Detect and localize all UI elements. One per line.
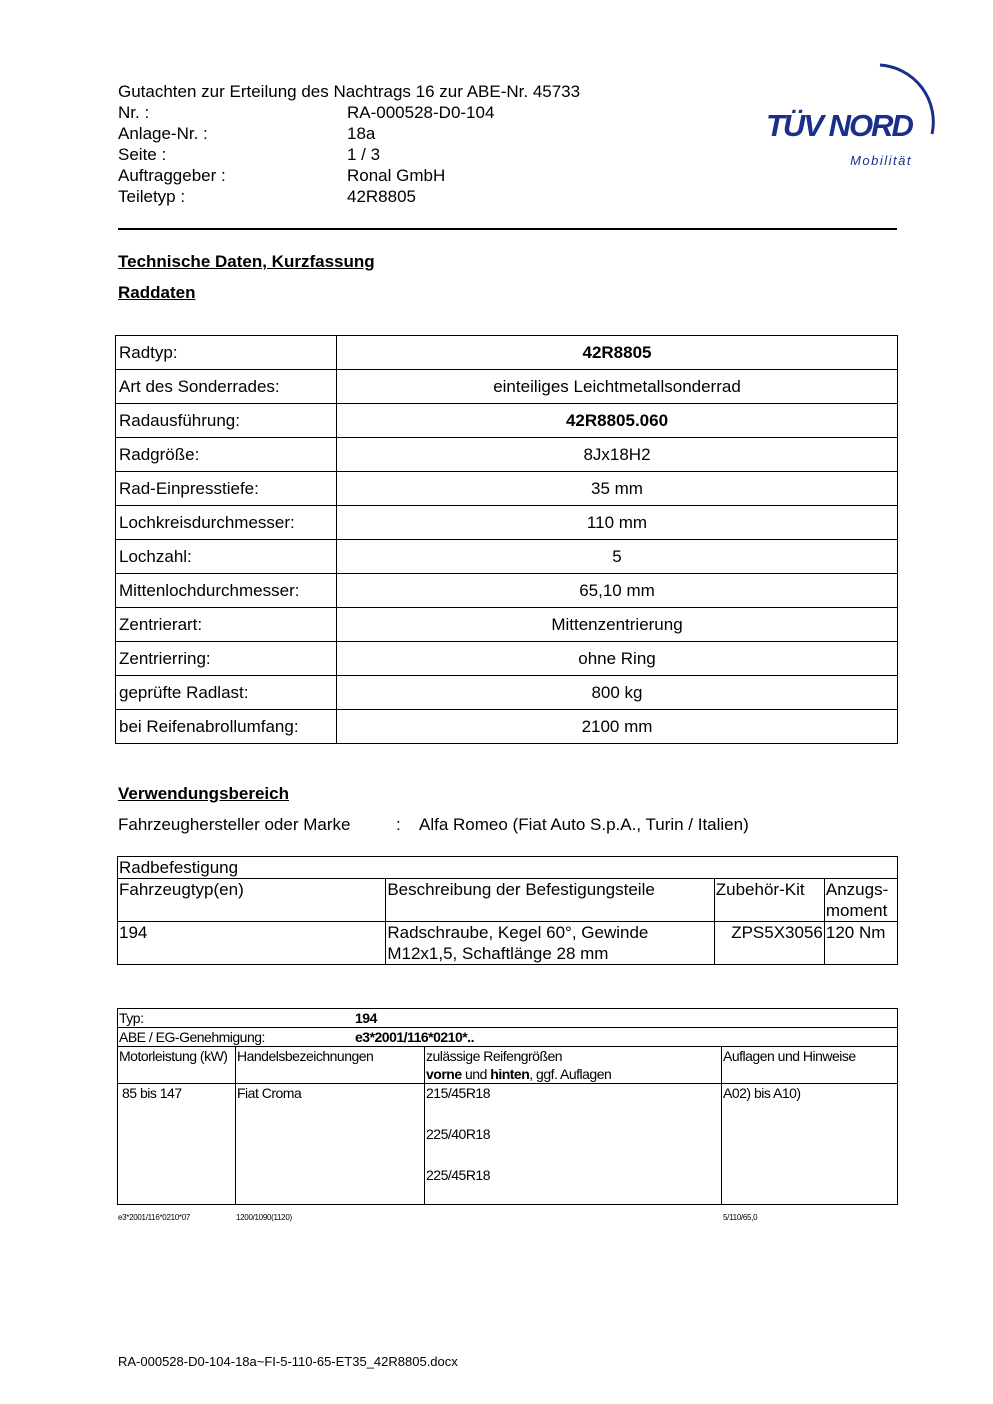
cell-zubehoer-kit: ZPS5X3056: [714, 922, 824, 965]
manufacturer-line: [118, 815, 749, 835]
header-field-auftraggeber: Auftraggeber : Ronal GmbH: [118, 166, 446, 185]
table-row: [118, 1084, 898, 1205]
cell-auflagen: A02) bis A10): [722, 1084, 898, 1205]
header-field-nr: Nr. : RA-000528-D0-104: [118, 103, 495, 122]
section-title-technische-daten: Technische Daten, Kurzfassung: [118, 252, 375, 271]
table-row: bei Reifenabrollumfang: 2100 mm: [116, 710, 898, 744]
table-row: [118, 1028, 898, 1047]
header-auflagen: Auflagen und Hinweise: [722, 1047, 898, 1084]
manufacturer-colon: :: [396, 815, 401, 834]
header-zubehoer-kit: Zubehör-Kit: [714, 879, 824, 922]
cell-reifengroessen: [425, 1084, 722, 1205]
table-row: Radausführung: 42R8805.060: [116, 404, 898, 438]
manufacturer-label: Fahrzeughersteller oder Marke: [118, 815, 351, 834]
table-row: Lochkreisdurchmesser: 110 mm: [116, 506, 898, 540]
typ-table: [117, 1008, 898, 1205]
raddaten-table: [115, 335, 898, 744]
header-handelsbezeichnungen: Handelsbezeichnungen: [236, 1047, 425, 1084]
cell-handelsbezeichnung: Fiat Croma: [236, 1084, 425, 1205]
table-row: Art des Sonderrades: einteiliges Leichtmetallsonderrad: [116, 370, 898, 404]
cell-motorleistung: 85 bis 147: [118, 1084, 236, 1205]
table-row: [118, 1009, 898, 1028]
tyre-size: 225/45R18: [426, 1167, 491, 1183]
footer-filename: RA-000528-D0-104-18a~FI-5-110-65-ET35_42R8805.docx: [118, 1354, 458, 1369]
document-title: Gutachten zur Erteilung des Nachtrags 16 zur ABE-Nr. 45733: [118, 82, 581, 101]
tuv-nord-logo: [762, 56, 942, 171]
table-row: Radgröße: 8Jx18H2: [116, 438, 898, 472]
header-reifengroessen: zulässige Reifengrößen vorne und hinten, ggf. Auflagen: [425, 1047, 722, 1084]
table-row: [118, 1047, 898, 1084]
abe-value: e3*2001/116*0210*..: [355, 1029, 474, 1045]
footnote-approval: e3*2001/116*0210*07: [118, 1213, 191, 1222]
abe-label: ABE / EG-Genehmigung:: [119, 1029, 265, 1045]
typ-label: Typ:: [119, 1010, 144, 1026]
tyre-size: 225/40R18: [426, 1126, 491, 1142]
header-field-seite: Seite : 1 / 3: [118, 145, 381, 164]
document-header: [118, 81, 580, 207]
header-field-teiletyp: Teiletyp : 42R8805: [118, 187, 417, 206]
table-row: Radtyp: 42R8805: [116, 336, 898, 370]
cell-beschreibung: Radschraube, Kegel 60°, Gewinde M12x1,5, Schaftlänge 28 mm: [386, 922, 714, 965]
cell-anzugsmoment: 120 Nm: [824, 922, 897, 965]
header-fahrzeugtyp: Fahrzeugtyp(en): [118, 879, 386, 922]
table-row: Lochzahl: 5: [116, 540, 898, 574]
table-row: [118, 879, 898, 922]
section-title-verwendungsbereich: Verwendungsbereich: [118, 784, 289, 803]
logo-brand: TÜV NORD: [766, 108, 912, 143]
header-rule: [118, 228, 897, 230]
table-row: Zentrierart: Mittenzentrierung: [116, 608, 898, 642]
typ-value: 194: [355, 1010, 377, 1026]
tyre-size: 215/45R18: [426, 1085, 491, 1101]
header-anzugsmoment: Anzugs-moment: [824, 879, 897, 922]
table-row: [118, 922, 898, 965]
header-motorleistung: Motorleistung (kW): [118, 1047, 236, 1084]
section-subtitle-raddaten: Raddaten: [118, 283, 196, 302]
manufacturer-value: Alfa Romeo (Fiat Auto S.p.A., Turin / Italien): [419, 815, 749, 834]
footnote-weights: 1200/1090(1120): [236, 1213, 292, 1222]
table-row: Mittenlochdurchmesser: 65,10 mm: [116, 574, 898, 608]
header-beschreibung: Beschreibung der Befestigungsteile: [386, 879, 714, 922]
footnote-wheel-spec: 5/110/65,0: [723, 1213, 758, 1222]
radbefestigung-title: Radbefestigung: [118, 857, 898, 879]
cell-fahrzeugtyp: 194: [118, 922, 386, 965]
table-row: geprüfte Radlast: 800 kg: [116, 676, 898, 710]
header-field-anlage: Anlage-Nr. : 18a: [118, 124, 376, 143]
table-row: Zentrierring: ohne Ring: [116, 642, 898, 676]
logo-subtitle: Mobilität: [850, 153, 912, 168]
radbefestigung-table: [117, 856, 898, 965]
table-row: Rad-Einpresstiefe: 35 mm: [116, 472, 898, 506]
table-row: [118, 857, 898, 879]
